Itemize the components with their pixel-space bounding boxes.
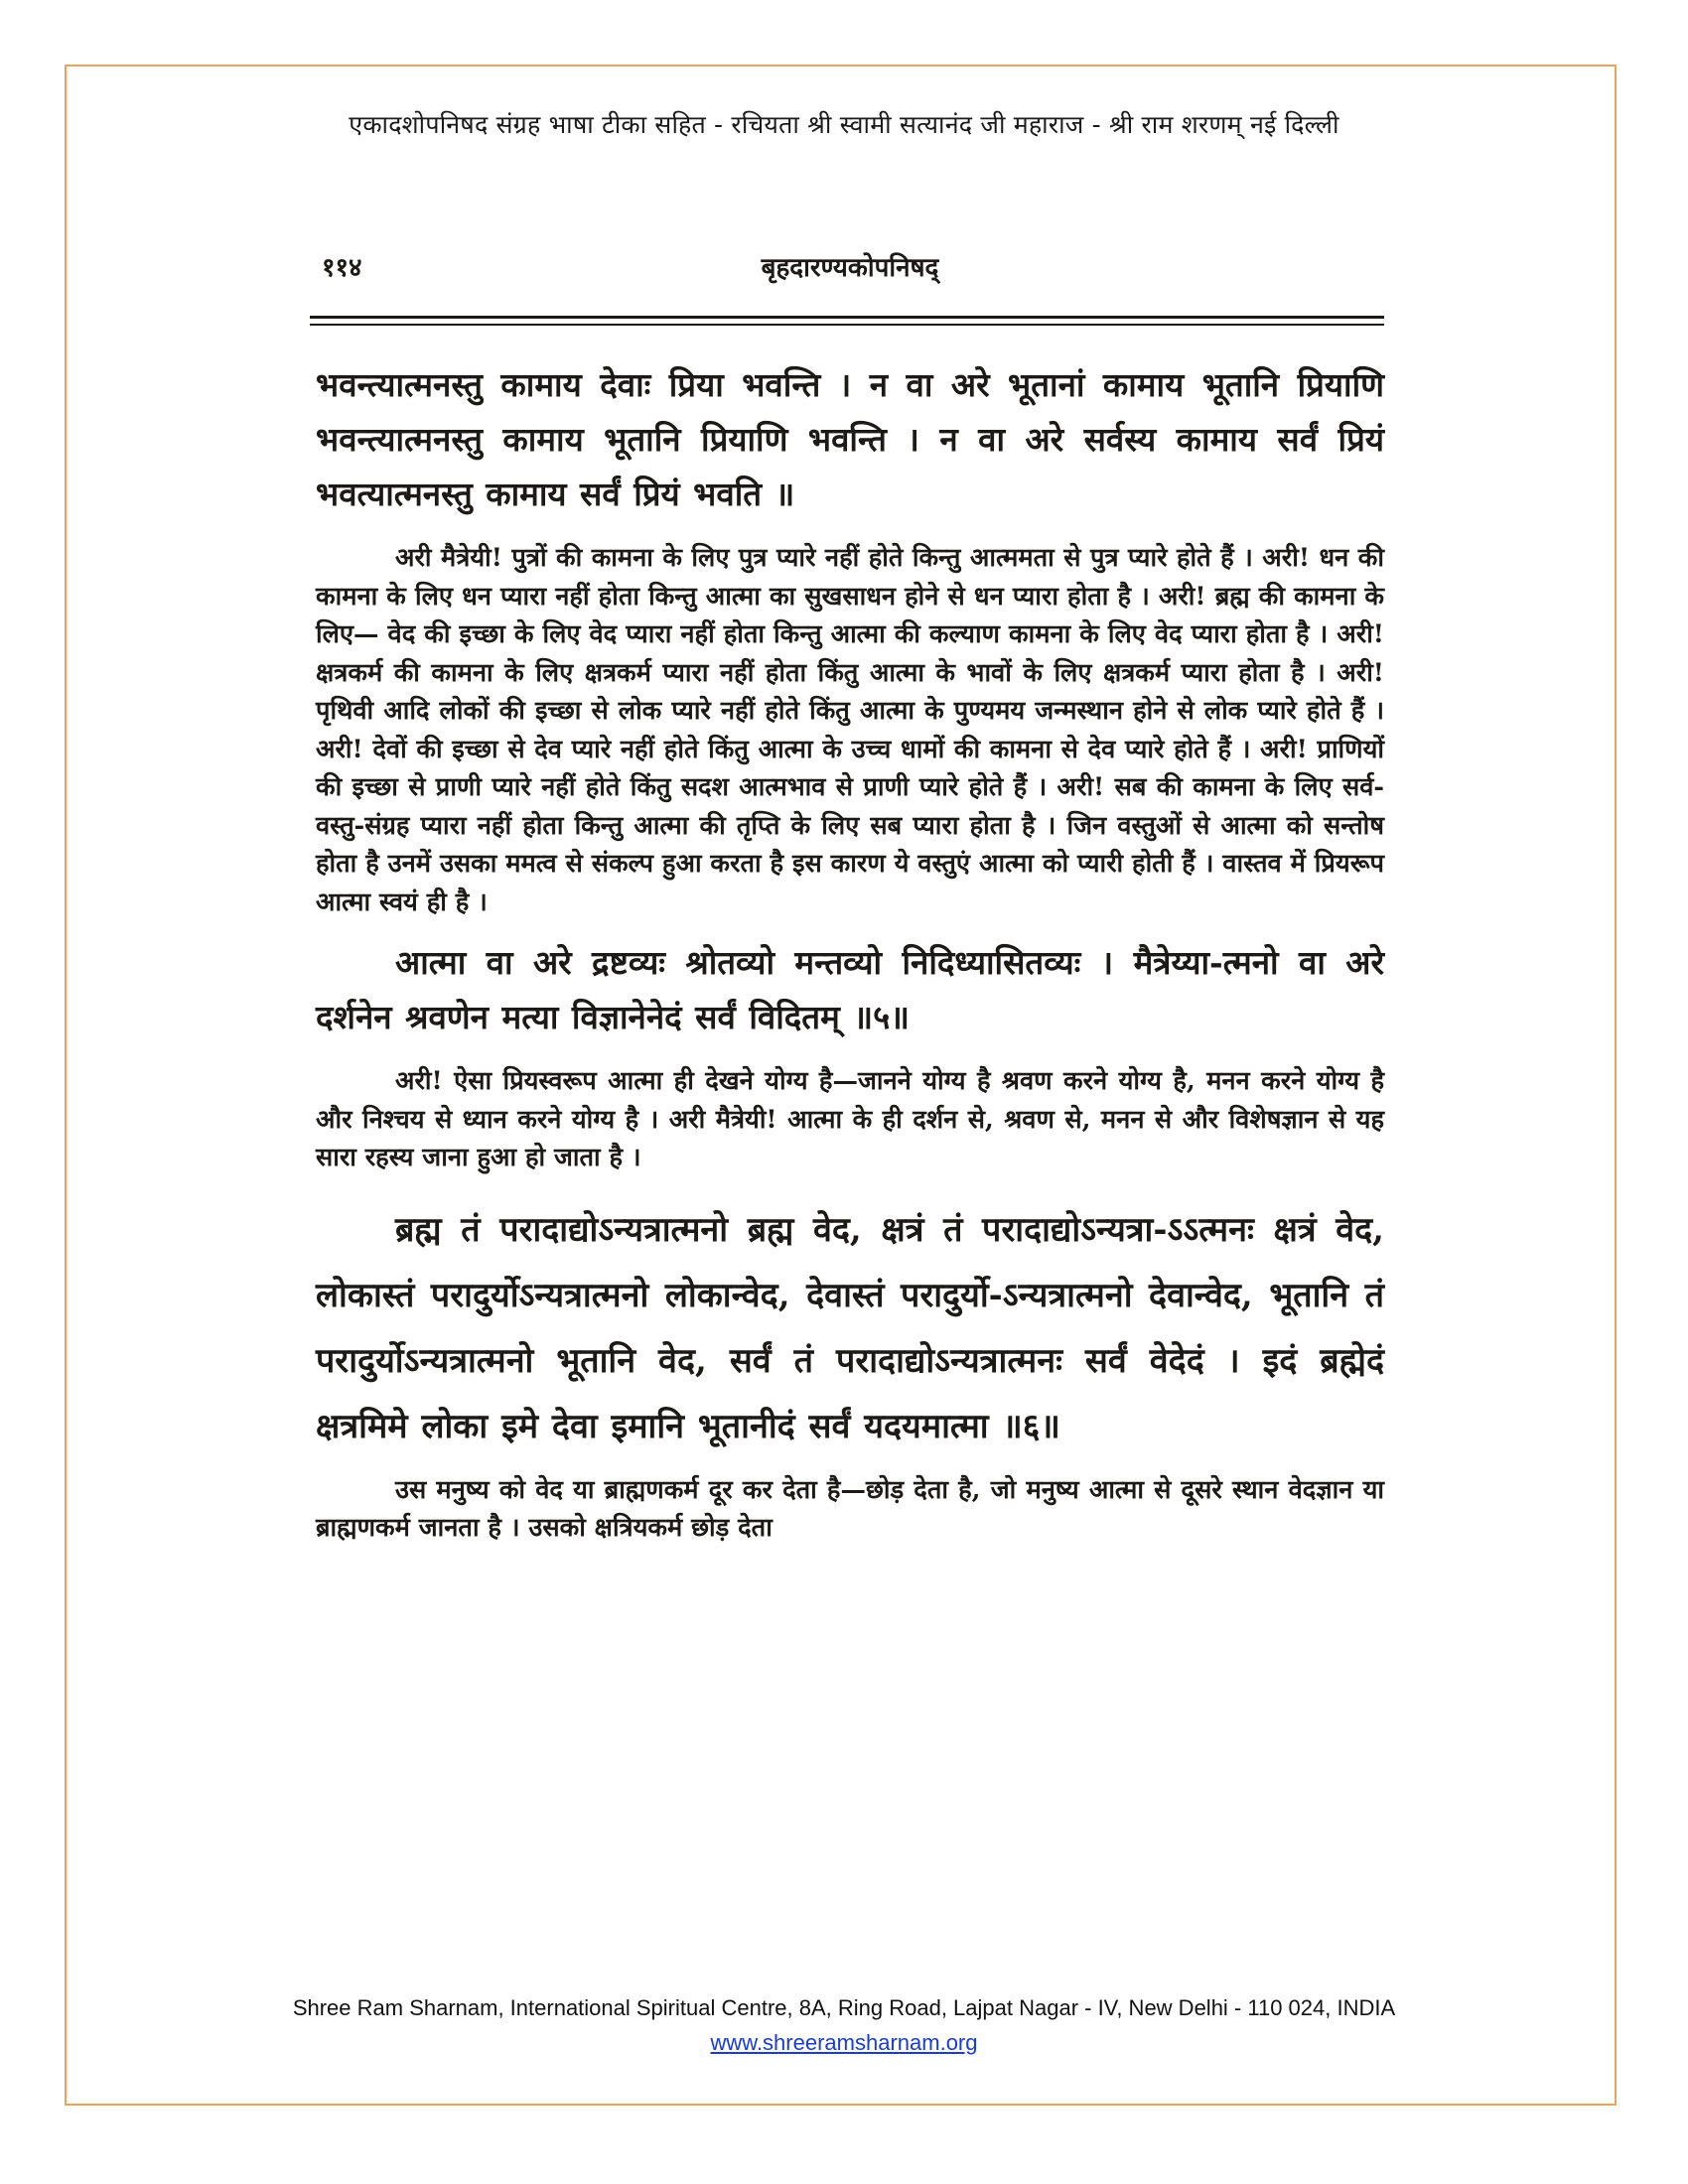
- footer-link-wrap: [0, 2030, 1688, 2056]
- page-header: एकादशोपनिषद संग्रह भाषा टीका सहित - रचियता श्री स्वामी सत्यानंद जी महाराज - श्री राम शरणम् नई दिल्ली: [349, 110, 1339, 139]
- commentary-6: उस मनुष्य को वेद या ब्राह्मणकर्म दूर कर देता है—छोड़ देता है, जो मनुष्य आत्मा से दूसरे स्थान वेदज्ञान या ब्राह्मणकर्म जानता है । उसको क्षत्रियकर्म छोड़ देता: [316, 1474, 1384, 1543]
- commentary-5: अरी! ऐसा प्रियस्वरूप आत्मा ही देखने योग्य है—जानने योग्य है श्रवण करने योग्य है, मनन करने योग्य है और निश्चय से ध्यान करने योग्य है । अरी मैत्रेयी! आत्मा के ही दर्शन से, श्रवण से, मनन से और विशेषज्ञान से यह सारा रहस्य जाना हुआ हो जाता है ।: [316, 1066, 1384, 1172]
- footer-address: Shree Ram Sharnam, International Spiritual Centre, 8A, Ring Road, Lajpat Nagar - IV, New Delhi - 110 024, INDIA: [292, 1995, 1396, 2020]
- scanned-page: [316, 248, 1384, 1956]
- verse-6: ब्रह्म तं परादाद्योऽन्यत्रात्मनो ब्रह्म वेद, क्षत्रं तं परादाद्योऽन्यत्रा-ऽऽत्मनः क्षत्रं वेद, लोकास्तं परादुर्योऽन्यत्रात्मनो लोकान्वेद, देवास्तं परादुर्यो-ऽन्यत्रात्मनो देवान्वेद, भूतानि तं परादुर्योऽन्यत्रात्मनो भूतानि वेद, सर्वं तं परादाद्योऽन्यत्रात्मनः सर्वं वेदेदं । इदं ब्रह्मेदं क्षत्रमिमे लोका इमे देवा इमानि भूतानीदं सर्वं यदयमात्मा ॥६॥: [316, 1209, 1384, 1446]
- verse-4-end: भवन्त्यात्मनस्तु कामाय देवाः प्रिया भवन्ति । न वा अरे भूतानां कामाय भूतानि प्रियाणि भवन्त्यात्मनस्तु कामाय भूतानि प्रियाणि भवन्ति । न वा अरे सर्वस्य कामाय सर्वं प्रियं भवत्यात्मनस्तु कामाय सर्वं प्रियं भवति ॥: [316, 365, 1384, 513]
- running-head-title: बृहदारण्यकोपनिषद्: [761, 253, 939, 283]
- running-head: [316, 248, 1384, 308]
- commentary-4: अरी मैत्रेयी! पुत्रों की कामना के लिए पुत्र प्यारे नहीं होते किन्तु आत्ममता से पुत्र प्यारे होते हैं । अरी! धन की कामना के लिए धन प्यारा नहीं होता किन्तु आत्मा का सुखसाधन होने से धन प्यारा होता है । अरी! ब्रह्म की कामना के लिए— वेद की इच्छा के लिए वेद प्यारा नहीं होता किन्तु आत्मा की कल्याण कामना के लिए वेद प्यारा होता है । अरी! क्षत्रकर्म की कामना के लिए क्षत्रकर्म प्यारा नहीं होता किंतु आत्मा के भावों के लिए क्षत्रकर्म प्यारा होता है । अरी! पृथिवी आदि लोकों की इच्छा से लोक प्यारे नहीं होते किंतु आत्मा के पुण्यमय जन्मस्थान होने से लोक प्यारे होते हैं । अरी! देवों की इच्छा से देव प्यारे नहीं होते किंतु आत्मा के उच्च धामों की कामना से देव प्यारे होते हैं । अरी! प्राणियों की इच्छा से प्राणी प्यारे नहीं होते किंतु सदश आत्मभाव से प्राणी प्यारे होते हैं । अरी! सब की कामना के लिए सर्व-वस्तु-संग्रह प्यारा नहीं होता किन्तु आत्मा की तृप्ति के लिए सब प्यारा होता है । जिन वस्तुओं से आत्मा को सन्तोष होता है उनमें उसका ममत्व से संकल्प हुआ करता है इस कारण ये वस्तुएं आत्मा को प्यारी होती हैं । वास्तव में प्रियरूप आत्मा स्वयं ही है ।: [316, 543, 1385, 917]
- verse-5: आत्मा वा अरे द्रष्टव्यः श्रोतव्यो मन्तव्यो निदिध्यासितव्यः । मैत्रेय्या-त्मनो वा अरे दर्शनेन श्रवणेन मत्या विज्ञानेनेदं सर्वं विदितम् ॥५॥: [316, 943, 1384, 1036]
- page-number: ११४: [322, 253, 362, 283]
- website-link[interactable]: www.shreeramsharnam.org: [710, 2030, 978, 2055]
- header-rule-thin: [310, 324, 1384, 326]
- header-rule: [310, 316, 1384, 319]
